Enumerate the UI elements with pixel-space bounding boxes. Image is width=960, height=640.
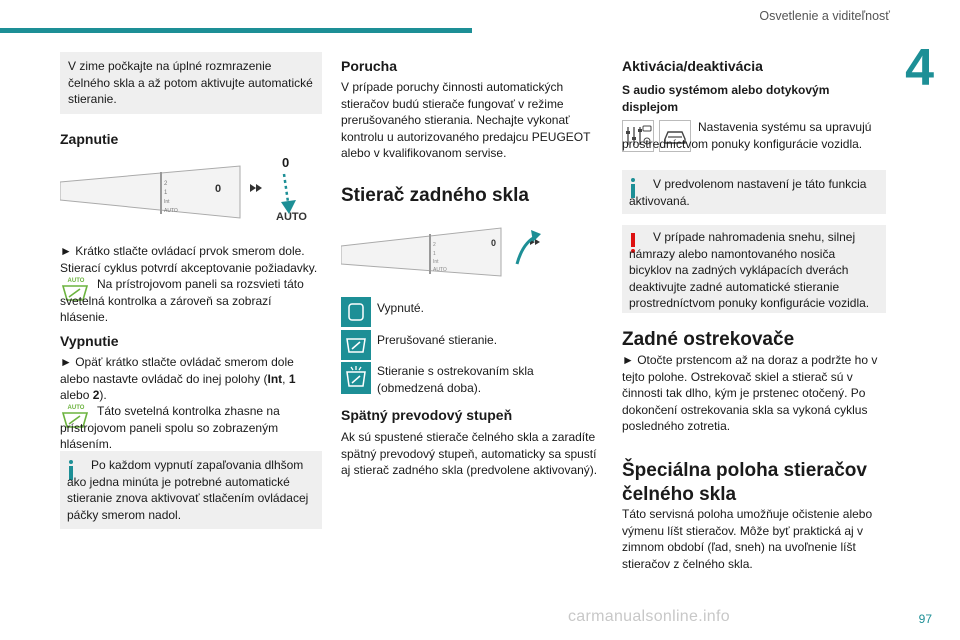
heading-rear-washers: Zadné ostrekovače xyxy=(622,329,795,350)
svg-text:1: 1 xyxy=(433,251,436,257)
rear-wiper-lever-illustration xyxy=(341,222,556,284)
note-default-text: V predvolenom nastavení je táto funkcia aktivovaná. xyxy=(629,177,867,208)
vypnutie-text-c: ). xyxy=(99,388,107,402)
rear-wiper-intermittent-icon xyxy=(341,330,371,360)
heading-porucha: Porucha xyxy=(341,58,398,74)
vypnutie-lamp-text: Táto svetelná kontrolka zhasne na prístrojovom paneli spolu so zobrazeným hlásením. xyxy=(60,404,280,451)
position-int: Int xyxy=(267,371,283,386)
special-position-text: Táto servisná poloha umožňuje očistenie alebo výmenu líšt stieračov. Môže byť praktická aj v zimnom období (ľad, sneh) na uvoľnenie líšt stieračov z čelného skla. xyxy=(622,507,873,571)
lever-auto-label: AUTO xyxy=(276,211,307,223)
svg-text:Int: Int xyxy=(164,199,170,205)
vypnutie-text-b: alebo xyxy=(60,388,93,402)
rear-wiper-intermittent-text: Prerušované stieranie. xyxy=(377,333,498,347)
zapnutie-instruction: ► Krátko stlačte ovládací prvok smerom dole. Stierací cyklus potvrdí akceptovanie požiadavky. xyxy=(60,244,318,275)
lever-position-zero-label: 0 xyxy=(282,155,290,170)
rear-wiper-off-icon xyxy=(341,297,371,327)
porucha-text: V prípade poruchy činnosti automatických stieračov budú stierače fungovať v režime prerušovaného stierania. Nechajte vykonať kontrolu u autorizovaného predajcu PEUGEOT alebo v kvalifikovanom servise. xyxy=(341,80,591,160)
rear-washers-text: ► Otočte prstencom až na doraz a podržte ho v tejto polohe. Ostrekovač skiel a stierač sú v činnosti tak dlho, kým je prstenec otočený. Po dokončení ostrekovania skla sa vykoná cyklus posledného zotretia. xyxy=(622,353,878,433)
rotate-ring-arrow-icon xyxy=(517,230,541,264)
wiper-lever-illustration-down xyxy=(60,152,310,232)
press-down-arrow-icon xyxy=(281,174,296,214)
heading-audio-system: S audio systémom alebo dotykovým displejom xyxy=(622,83,830,114)
warning-box-snow xyxy=(622,225,886,313)
auto-lamp-label-2: AUTO xyxy=(67,405,85,411)
heading-activation: Aktivácia/deaktivácia xyxy=(622,58,763,74)
heading-rear-wiper: Stierač zadného skla xyxy=(341,185,529,206)
note-box-default xyxy=(622,170,886,214)
note-reactivate-text: Po každom vypnutí zapaľovania dlhšom ako jedna minúta je potrebné automatické stieranie znova aktivovať stlačením ovládacej páčky smerom nadol. xyxy=(67,458,309,522)
audio-settings-text: Nastavenia systému sa upravujú prostredníctvom ponuky konfigurácie vozidla. xyxy=(622,120,872,151)
svg-text:0: 0 xyxy=(491,238,497,248)
heading-special-position: Špeciálna poloha stieračov čelného skla xyxy=(622,460,867,505)
watermark: carmanualsonline.info xyxy=(568,608,730,625)
warning-snow-text: V prípade nahromadenia snehu, silnej námrazy alebo namontovaného nosiča bicyklov na zadných vyklápacích dverách deaktivujte zadné automatické stieranie prostredníctvom ponuky konfigurácie vozidla. xyxy=(629,230,870,310)
vypnutie-text-a: ► Opäť krátko stlačte ovládač smerom dole alebo nastavte ovládač do inej polohy ( xyxy=(60,355,294,386)
note-winter-text: V zime počkajte na úplné rozmrazenie čelného skla a až potom aktivujte automatické stieranie. xyxy=(68,59,313,106)
page-number: 97 xyxy=(918,612,932,626)
position-1: 1 xyxy=(288,371,296,386)
heading-reverse-gear: Spätný prevodový stupeň xyxy=(341,407,513,423)
header-accent-bar xyxy=(0,28,472,33)
svg-text:AUTO: AUTO xyxy=(433,267,447,273)
position-2: 2 xyxy=(92,388,100,402)
heading-zapnutie: Zapnutie xyxy=(60,131,119,147)
auto-lamp-label: AUTO xyxy=(67,278,85,284)
rear-wiper-washer-text: Stieranie s ostrekovaním skla (obmedzená doba). xyxy=(377,364,534,395)
note-box-reactivate xyxy=(60,451,322,529)
note-box-winter xyxy=(60,52,322,114)
svg-text:0: 0 xyxy=(215,183,222,195)
svg-text:1: 1 xyxy=(164,190,168,196)
vypnutie-instruction xyxy=(60,354,322,404)
rear-wiper-washer-icon xyxy=(341,362,371,394)
svg-text:2: 2 xyxy=(433,242,436,248)
svg-text:Int: Int xyxy=(433,259,439,265)
svg-text:2: 2 xyxy=(164,181,168,187)
section-title: Osvetlenie a viditeľnosť xyxy=(759,9,890,23)
rear-wiper-off-text: Vypnuté. xyxy=(377,301,424,315)
chapter-number: 4 xyxy=(905,39,934,97)
vypnutie-sep: , xyxy=(282,371,289,386)
svg-text:AUTO: AUTO xyxy=(164,208,178,214)
reverse-gear-text: Ak sú spustené stierače čelného skla a zaradíte spätný prevodový stupeň, automaticky sa spustí aj stierač zadného skla (predvolene aktivovaný). xyxy=(341,430,598,477)
zapnutie-lamp-text: Na prístrojovom paneli sa rozsvieti táto svetelná kontrolka a zároveň sa zobrazí hlásenie. xyxy=(60,277,304,324)
heading-vypnutie: Vypnutie xyxy=(60,333,119,349)
